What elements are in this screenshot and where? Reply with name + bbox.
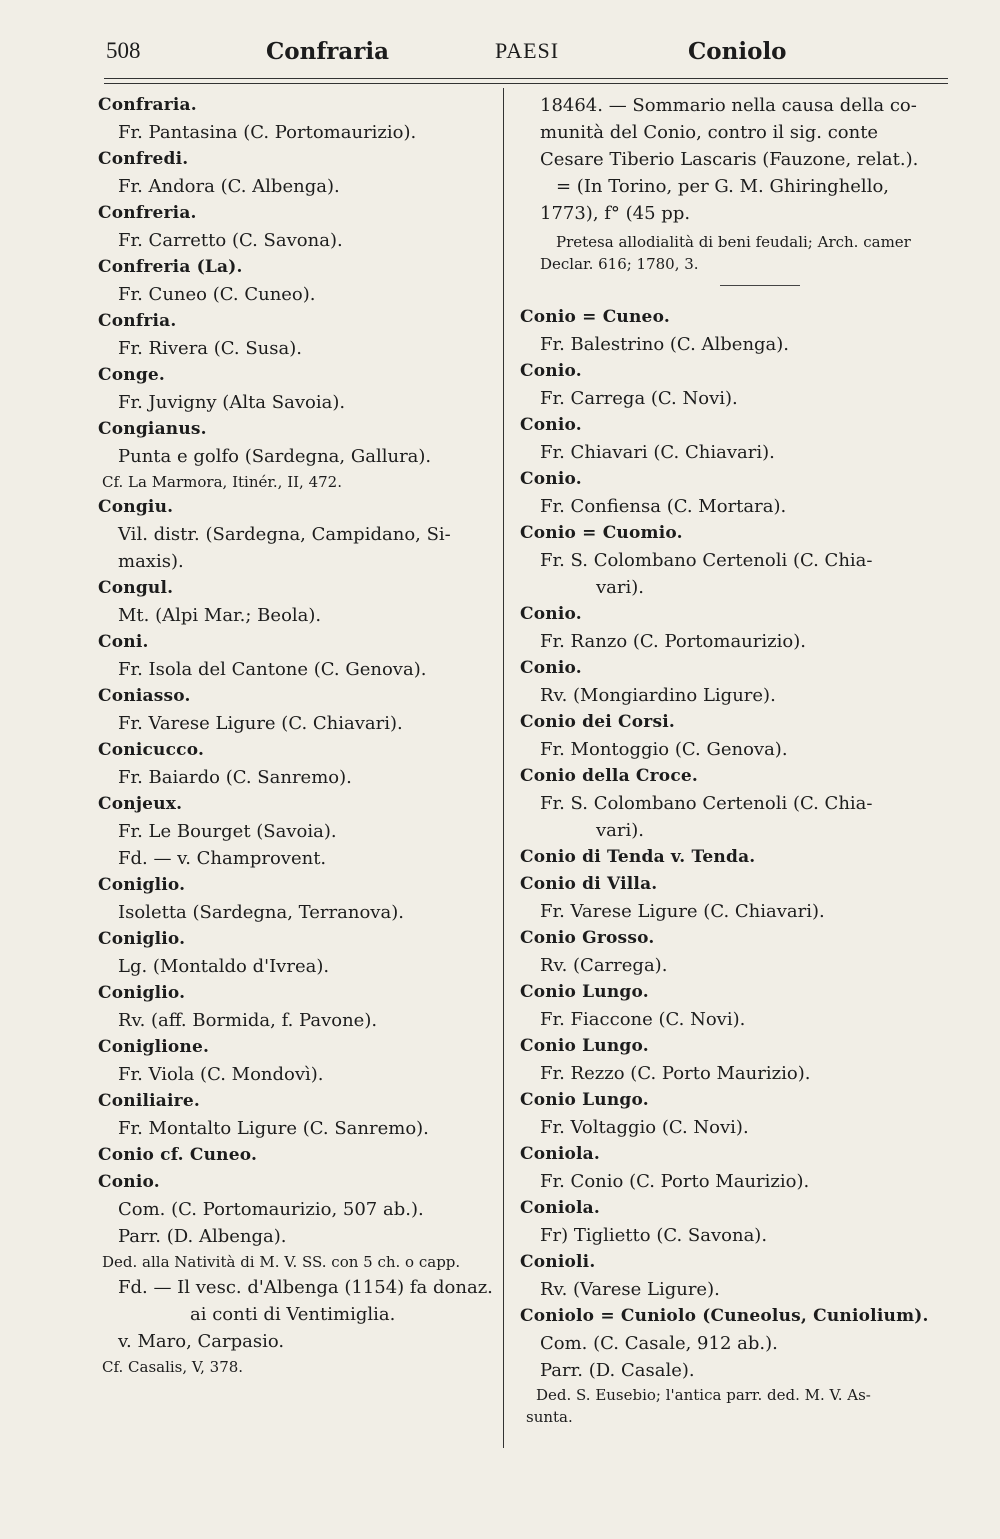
entry [98,200,498,254]
entry-heading: Conio = Cuneo. [520,307,670,327]
entry [98,494,498,575]
entry-fd-line: v. Maro, Carpasio. [118,1331,285,1352]
entry-heading: Coniasso. [98,686,191,706]
entry [520,466,950,520]
intro-line: Cesare Tiberio Lascaris (Fauzone, relat.). [540,149,919,170]
entry [98,1034,498,1088]
entry [520,871,950,925]
intro-line: munità del Conio, contro il sig. conte [540,122,879,143]
entry-heading: Congiu. [98,497,174,517]
entry [98,1142,498,1169]
entry-heading: Confreria. [98,203,197,223]
entry-note: Cf. Casalis, V, 378. [102,1358,244,1376]
entry-heading: Conio cf. Cuneo. [98,1145,258,1165]
entry [98,575,498,629]
entry-heading: Conio dei Corsi. [520,712,675,732]
entry-line: Fr. Chiavari (C. Chiavari). [540,442,775,463]
entry-heading: Coniola. [520,1144,601,1164]
entry-line: Fr. Montalto Ligure (C. Sanremo). [118,1118,429,1139]
entry [98,737,498,791]
entry [520,304,950,358]
entry [520,1141,950,1195]
entry-heading: Conio. [98,1172,160,1192]
entry-heading: Conio = Cuomio. [520,523,683,543]
entry [520,358,950,412]
entry [98,872,498,926]
entry [98,926,498,980]
entry-heading: Confraria. [98,95,197,115]
entry-heading: Conio Lungo. [520,1090,649,1110]
page-number: 508 [106,38,141,63]
entry-line: vari). [596,820,645,841]
entry-heading: Conioli. [520,1252,596,1272]
header-rule-top [104,78,948,79]
final-note: Ded. S. Eusebio; l'antica parr. ded. M. V. As- [536,1386,871,1404]
entry [520,1303,950,1384]
entry-heading: Conjeux. [98,794,183,814]
entry-line: Fr. Juvigny (Alta Savoia). [118,392,346,413]
entry-line: Fr. Montoggio (C. Genova). [540,739,788,760]
entry-heading: Conio Grosso. [520,928,655,948]
entry [98,683,498,737]
entry-line: Fr. Le Bourget (Savoia). [118,821,337,842]
entry-line: Fr. Viola (C. Mondovì). [118,1064,324,1085]
entry-heading: Conge. [98,365,166,385]
entry-line: Fr. Carrega (C. Novi). [540,388,738,409]
entry-line: Fr. Balestrino (C. Albenga). [540,334,790,355]
entry [98,980,498,1034]
entry-line: Fr. Fiaccone (C. Novi). [540,1009,746,1030]
header-rule-bottom [104,83,948,84]
entry-heading: Confreria (La). [98,257,243,277]
entry-fd-line: Fd. — Il vesc. d'Albenga (1154) fa donaz. [118,1277,493,1298]
entry [98,1169,498,1379]
entry-line: Rv. (Carrega). [540,955,668,976]
entry-line: Fr. Carretto (C. Savona). [118,230,343,251]
intro-line: = (In Torino, per G. M. Ghiringhello, [556,176,890,197]
entry-line: Lg. (Montaldo d'Ivrea). [118,956,330,977]
entry-heading: Conio Lungo. [520,982,649,1002]
entry [520,1087,950,1141]
entry-heading: Confria. [98,311,177,331]
entry-line: Fr. S. Colombano Certenoli (C. Chia- [540,793,873,814]
entry-line: Vil. distr. (Sardegna, Campidano, Si- [118,524,451,545]
entry-line: Parr. (D. Casale). [540,1360,695,1381]
entry [520,1249,950,1303]
entry [98,92,498,146]
entry [520,763,950,844]
entry [520,1195,950,1249]
entry-line: Fr. Andora (C. Albenga). [118,176,340,197]
entry [520,709,950,763]
right-column [520,92,950,1428]
column-divider [503,88,504,1448]
entry-line: Fr. Cuneo (C. Cuneo). [118,284,316,305]
entry-heading: Conio. [520,469,582,489]
entry-line: Fr. Varese Ligure (C. Chiavari). [540,901,825,922]
entry [98,1088,498,1142]
entry [520,1033,950,1087]
entry [98,416,498,494]
entry-line: Fr. Baiardo (C. Sanremo). [118,767,352,788]
entry-note: Cf. La Marmora, Itinér., II, 472. [102,473,342,491]
entry-heading: Coniglio. [98,983,186,1003]
entry-heading: Congianus. [98,419,207,439]
entry-heading: Conicucco. [98,740,205,760]
entry-line: Parr. (D. Albenga). [118,1226,287,1247]
intro-line: 18464. — Sommario nella causa della co- [540,95,917,116]
entry [98,362,498,416]
entry [520,979,950,1033]
entry-heading: Coniglio. [98,929,186,949]
entry-fd-line: ai conti di Ventimiglia. [190,1304,396,1325]
entry-line: maxis). [118,551,184,572]
entry [98,146,498,200]
intro-note: Pretesa allodialità di beni feudali; Arch. camer [556,233,911,251]
header-left-word: Confraria [266,38,390,65]
entry-heading: Coniola. [520,1198,601,1218]
entry-heading: Conio della Croce. [520,766,699,786]
entry-note: Ded. alla Natività di M. V. SS. con 5 ch. o capp. [102,1253,461,1271]
entry-line: Fr. Voltaggio (C. Novi). [540,1117,749,1138]
entry-line: Rv. (aff. Bormida, f. Pavone). [118,1010,378,1031]
header-right-word: Coniolo [688,38,787,65]
entry-heading: Conio di Tenda v. Tenda. [520,847,756,867]
entry-line: Fd. — v. Champrovent. [118,848,327,869]
entry-line: Fr. S. Colombano Certenoli (C. Chia- [540,550,873,571]
entry-line: Fr. Rivera (C. Susa). [118,338,302,359]
entry-line: Rv. (Varese Ligure). [540,1279,720,1300]
entry [98,791,498,872]
entry-line: Com. (C. Portomaurizio, 507 ab.). [118,1199,424,1220]
entry-line: Fr. Confiensa (C. Mortara). [540,496,787,517]
entry [98,254,498,308]
entry-line: Isoletta (Sardegna, Terranova). [118,902,404,923]
entry-heading: Coniliaire. [98,1091,200,1111]
entry-line: Fr. Isola del Cantone (C. Genova). [118,659,427,680]
entry-heading: Conio Lungo. [520,1036,649,1056]
right-entries [520,304,950,1384]
entry-line: Com. (C. Casale, 912 ab.). [540,1333,778,1354]
entry-heading: Conio. [520,658,582,678]
entry-heading: Conio. [520,361,582,381]
entry-line: Mt. (Alpi Mar.; Beola). [118,605,322,626]
entry [520,412,950,466]
left-column [98,92,498,1379]
entry-heading: Confredi. [98,149,189,169]
entry-heading: Conio. [520,415,582,435]
section-rule [720,285,800,286]
entry-line: Fr. Pantasina (C. Portomaurizio). [118,122,417,143]
entry-line: vari). [596,577,645,598]
entry [98,629,498,683]
entry-line: Fr. Ranzo (C. Portomaurizio). [540,631,806,652]
header-center-word: PAESI [495,38,560,63]
entry [520,925,950,979]
intro-note: Declar. 616; 1780, 3. [540,255,699,273]
entry-line: Fr. Rezzo (C. Porto Maurizio). [540,1063,811,1084]
entry [520,601,950,655]
entry [98,308,498,362]
entry-line: Punta e golfo (Sardegna, Gallura). [118,446,432,467]
intro-entry [520,92,950,286]
entry-heading: Conio. [520,604,582,624]
entry [520,520,950,601]
entry-line: Rv. (Mongiardino Ligure). [540,685,776,706]
entry-line: Fr) Tiglietto (C. Savona). [540,1225,768,1246]
final-note: sunta. [526,1408,573,1426]
entry-line: Fr. Varese Ligure (C. Chiavari). [118,713,403,734]
entry-heading: Coniolo = Cuniolo (Cuneolus, Cuniolium). [520,1306,929,1326]
entry-heading: Coniglione. [98,1037,210,1057]
entry-heading: Coniglio. [98,875,186,895]
entry-heading: Conio di Villa. [520,874,658,894]
entry-line: Fr. Conio (C. Porto Maurizio). [540,1171,810,1192]
entry [520,655,950,709]
intro-line: 1773), f° (45 pp. [540,203,691,224]
entry [520,844,950,871]
entry-heading: Congul. [98,578,174,598]
entry-heading: Coni. [98,632,149,652]
